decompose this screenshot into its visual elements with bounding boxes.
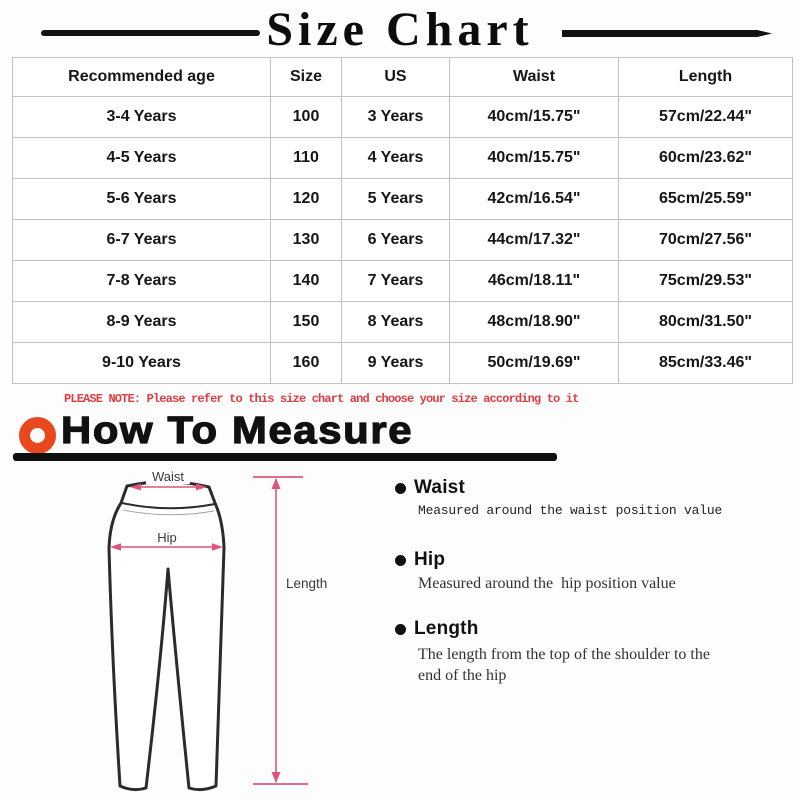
page-title: Size Chart	[266, 3, 534, 56]
size-note: PLEASE NOTE: Please refer to this size chart and choose your size according to it	[64, 392, 579, 406]
measure-item-label: Length	[414, 618, 479, 639]
size-table-container	[12, 57, 792, 384]
table-cell: 150	[271, 302, 342, 343]
table-cell: 75cm/29.53"	[619, 261, 793, 302]
size-table-body	[13, 97, 793, 384]
ring-bullet-icon	[19, 417, 56, 454]
column-header: Size	[271, 58, 342, 97]
table-cell: 42cm/16.54"	[450, 179, 619, 220]
table-cell: 40cm/15.75"	[450, 97, 619, 138]
table-cell: 5 Years	[342, 179, 450, 220]
table-cell: 70cm/27.56"	[619, 220, 793, 261]
table-cell: 120	[271, 179, 342, 220]
measure-item-length	[395, 618, 730, 686]
measure-item-label: Hip	[414, 549, 446, 570]
diagram-hip-label: Hip	[157, 530, 177, 545]
size-table	[12, 57, 793, 384]
length-measure-line	[253, 477, 308, 784]
table-cell: 7-8 Years	[13, 261, 271, 302]
table-row	[13, 302, 793, 343]
table-cell: 9 Years	[342, 343, 450, 384]
bullet-icon	[395, 624, 406, 635]
column-header: US	[342, 58, 450, 97]
table-cell: 65cm/25.59"	[619, 179, 793, 220]
table-row	[13, 179, 793, 220]
table-cell: 3 Years	[342, 97, 450, 138]
table-cell: 60cm/23.62"	[619, 138, 793, 179]
pants-measurement-diagram	[85, 462, 335, 798]
table-cell: 160	[271, 343, 342, 384]
measure-section-heading: How To Measure	[61, 410, 414, 452]
measure-item-description: Measured around the hip position value	[418, 575, 676, 592]
table-cell: 110	[271, 138, 342, 179]
table-row	[13, 220, 793, 261]
bullet-icon	[395, 483, 406, 494]
measure-item-label: Waist	[414, 477, 465, 498]
table-row	[13, 343, 793, 384]
table-cell: 46cm/18.11"	[450, 261, 619, 302]
table-cell: 8-9 Years	[13, 302, 271, 343]
column-header: Length	[619, 58, 793, 97]
table-cell: 6 Years	[342, 220, 450, 261]
table-cell: 8 Years	[342, 302, 450, 343]
table-cell: 3-4 Years	[13, 97, 271, 138]
size-table-header-row	[13, 58, 793, 97]
table-row	[13, 138, 793, 179]
table-cell: 7 Years	[342, 261, 450, 302]
table-row	[13, 97, 793, 138]
table-cell: 40cm/15.75"	[450, 138, 619, 179]
diagram-length-label: Length	[286, 576, 328, 591]
measure-item-description: Measured around the waist position value	[418, 503, 723, 518]
table-cell: 4 Years	[342, 138, 450, 179]
column-header: Recommended age	[13, 58, 271, 97]
table-cell: 6-7 Years	[13, 220, 271, 261]
table-cell: 44cm/17.32"	[450, 220, 619, 261]
title-divider-arrow-right	[562, 30, 772, 37]
table-cell: 85cm/33.46"	[619, 343, 793, 384]
table-cell: 5-6 Years	[13, 179, 271, 220]
table-cell: 100	[271, 97, 342, 138]
table-cell: 4-5 Years	[13, 138, 271, 179]
diagram-waist-label: Waist	[146, 469, 190, 484]
table-cell: 50cm/19.69"	[450, 343, 619, 384]
table-row	[13, 261, 793, 302]
measure-item-hip	[395, 549, 676, 594]
table-cell: 57cm/22.44"	[619, 97, 793, 138]
measure-heading-underline	[13, 453, 557, 461]
measure-item-waist	[395, 477, 722, 520]
table-cell: 140	[271, 261, 342, 302]
pants-outline	[109, 482, 224, 790]
column-header: Waist	[450, 58, 619, 97]
table-cell: 80cm/31.50"	[619, 302, 793, 343]
measure-item-description: The length from the top of the shoulder to the end of the hip	[418, 646, 714, 684]
table-cell: 130	[271, 220, 342, 261]
table-cell: 9-10 Years	[13, 343, 271, 384]
bullet-icon	[395, 555, 406, 566]
table-cell: 48cm/18.90"	[450, 302, 619, 343]
